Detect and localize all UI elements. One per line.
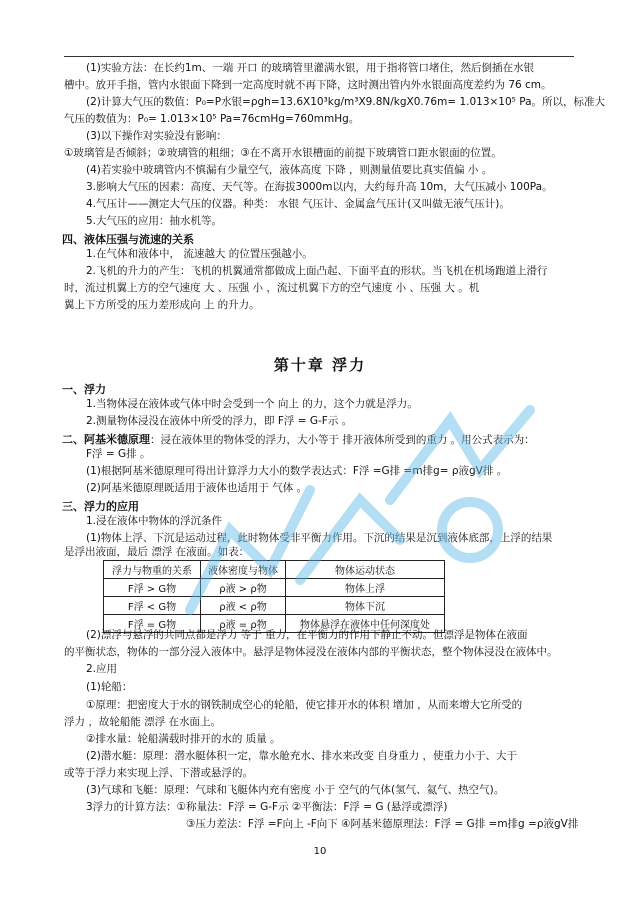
heading-label: 二、阿基米德原理 <box>62 433 150 446</box>
text-line: 2.飞机的升力的产生：飞机的机翼通常都做成上面凸起、下面平直的形状。当飞机在机场跑道上滑行 <box>86 265 548 277</box>
text-line: (1)物体上浮、下沉是运动过程，此时物体受非平衡力作用。下沉的结果是沉到液体底部，上浮的结果 <box>86 532 553 544</box>
table-cell: 物体悬浮在液体中任何深度处 <box>286 615 445 633</box>
text-line: 浮力 ，故轮船能 漂浮 在水面上。 <box>64 716 222 728</box>
text-line: 翼上下方所受的压力差形成向 上 的升力。 <box>64 299 260 311</box>
text-line: 5.大气压的应用：抽水机等。 <box>86 215 223 227</box>
text-line: 或等于浮力来实现上浮、下潜或悬浮的。 <box>64 767 253 779</box>
watermark-stroke <box>442 502 498 558</box>
table-cell: F浮 = G物 <box>104 615 201 633</box>
text-line: 2.应用 <box>86 663 118 675</box>
text-line: 的平衡状态，物体的一部分浸入液体中。悬浮是物体浸没在液体内部的平衡状态，整个物体浸没在液体中。 <box>64 646 558 658</box>
page-number: 10 <box>313 846 327 857</box>
text-line: 2.测量物体浸没在液体中所受的浮力，即 F浮 = G-F示 。 <box>86 415 353 427</box>
table-cell: ρ液 > ρ物 <box>201 579 286 597</box>
text-line: 1.当物体浸在液体或气体中时会受到一个 向上 的力，这个力就是浮力。 <box>86 398 418 410</box>
text-line: ①原理：把密度大于水的钢铁制成空心的轮船，使它排开水的体积 增加 ，从而来增大它所受的 <box>86 699 523 711</box>
text-line: ③压力差法：F浮 =F向上 -F向下 ④阿基米德原理法：F浮 = G排 =m排g =ρ液gV排 <box>186 818 579 830</box>
table-row <box>104 597 445 615</box>
text-line: 3浮力的计算方法：①称量法：F浮 = G-F示 ②平衡法：F浮 = G (悬浮或漂浮) <box>86 801 448 813</box>
heading-text: ：浸在液体里的物体受的浮力，大小等于 排开液体所受到的重力 。用公式表示为： <box>150 434 535 446</box>
table-cell: ρ液 = ρ物 <box>201 615 286 633</box>
text-line: 时，流过机翼上方的空气速度 大 、压强 小 ，流过机翼下方的空气速度 小 、压强 大 。机 <box>64 282 480 294</box>
buoyancy-table <box>103 560 445 633</box>
text-line: (3)气球和飞艇：原理：气球和飞艇体内充有密度 小于 空气的气体(氢气、氦气、热空气)。 <box>86 784 505 796</box>
header-rule <box>64 56 574 57</box>
text-line: ①玻璃管是否倾斜；②玻璃管的粗细；③在不离开水银槽面的前提下玻璃管口距水银面的位置。 <box>64 147 502 159</box>
text-line: (2)漂浮与悬浮的共同点都是浮力 等于 重力，在平衡力的作用下静止不动。但漂浮是物体在液面 <box>86 629 528 641</box>
text-line: (2)潜水艇：原理：潜水艇体积一定，靠水舱充水、排水来改变 自身重力 ，使重力小于、大于 <box>86 750 518 762</box>
table-row <box>104 579 445 597</box>
table-cell: F浮 > G物 <box>104 579 201 597</box>
chapter-title: 第十章 浮力 <box>273 356 367 374</box>
text-line: 4.气压计——测定大气压的仪器。种类： 水银 气压计、金属盒气压计(又叫做无液气压计)。 <box>86 198 510 210</box>
table-cell: 物体下沉 <box>286 597 445 615</box>
section-heading <box>62 431 535 447</box>
section-heading: 三、浮力的应用 <box>62 500 139 513</box>
text-line: (2)阿基米德原理既适用于液体也适用于 气体 。 <box>86 482 308 494</box>
text-line: (3)以下操作对实验没有影响： <box>86 130 227 142</box>
table-header-row <box>104 561 445 579</box>
text-line: 是浮出液面，最后 漂浮 在液面。如表： <box>64 546 250 558</box>
text-line: (1)轮船： <box>86 681 133 693</box>
table-header: 物体运动状态 <box>286 561 445 579</box>
section-heading: 一、浮力 <box>62 383 106 396</box>
text-line: (1)根据阿基米德原理可得出计算浮力大小的数学表达式：F浮 =G排 =m排g= ρ液gV排 。 <box>86 465 508 477</box>
text-line: (1)实验方法：在长约1m、一端 开口 的玻璃管里灌满水银，用于指将管口堵住，然后倒插在水银 <box>86 62 534 74</box>
text-line: 气压的数值为：P₀= 1.013×10⁵ Pa=76cmHg=760mmHg。 <box>64 113 360 125</box>
table-cell: ρ液 < ρ物 <box>201 597 286 615</box>
table-header: 液体密度与物体 <box>201 561 286 579</box>
text-line: 1.浸在液体中物体的浮沉条件 <box>86 515 223 527</box>
text-line: (2)计算大气压的数值：P₀=P水银=ρgh=13.6X10³kg/m³X9.8N/kgX0.76m= 1.013×10⁵ Pa。所以，标准大 <box>86 96 606 108</box>
section-heading: 四、液体压强与流速的关系 <box>62 233 194 246</box>
text-line: 1.在气体和液体中， 流速越大 的位置压强越小。 <box>86 248 313 260</box>
table-cell: 物体上浮 <box>286 579 445 597</box>
text-line: (4)若实验中玻璃管内不慎漏有少量空气，液体高度 下降 ，则测量值要比真实值偏 小 。 <box>86 164 493 176</box>
text-line: 3.影响大气压的因素：高度、天气等。在海拔3000m以内，大约每升高 10m，大气压减小 100Pa。 <box>86 181 553 193</box>
table-cell: F浮 < G物 <box>104 597 201 615</box>
text-line: F浮 = G排 。 <box>86 448 151 460</box>
watermark-stroke <box>390 410 530 500</box>
text-line: ②排水量：轮船满载时排开的水的 质量 。 <box>86 733 281 745</box>
text-line: 槽中。放开手指，管内水银面下降到一定高度时就不再下降，这时测出管内外水银面高度差约为 76 cm。 <box>64 79 552 91</box>
table-header: 浮力与物重的关系 <box>104 561 201 579</box>
